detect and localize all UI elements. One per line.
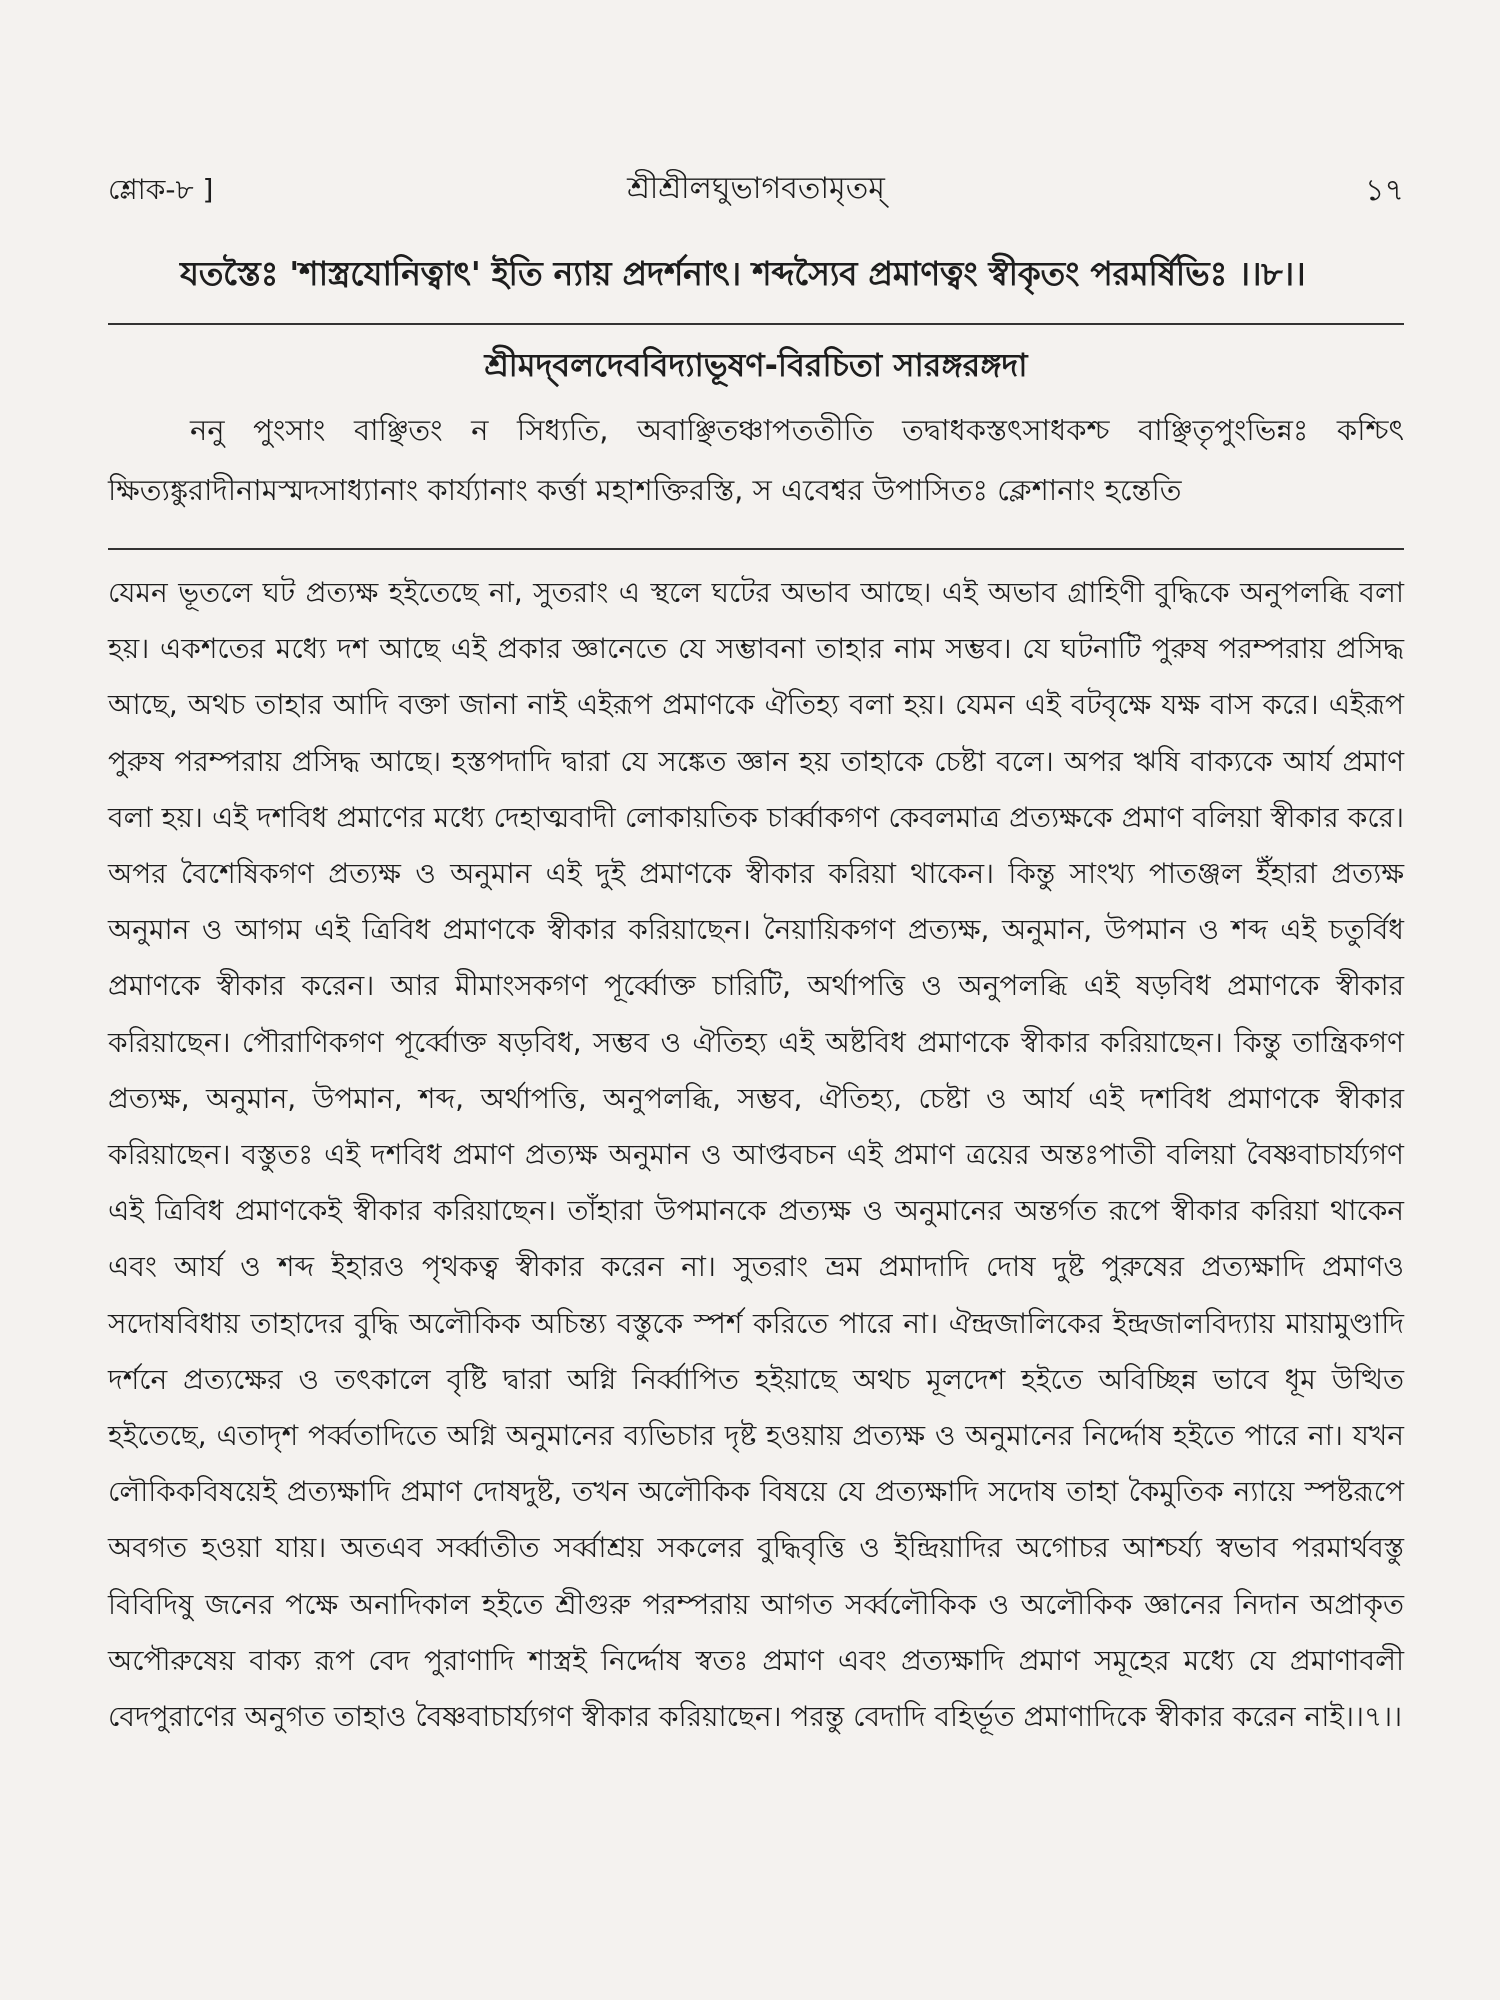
running-header [108, 158, 1404, 214]
book-title: শ্রীশ্রীলঘুভাগবতামৃতম্ [627, 171, 885, 206]
verse-reference: শ্লোক-৮ ] [108, 173, 214, 206]
main-paragraph: যেমন ভূতলে ঘট প্রত্যক্ষ হইতেছে না, সুতরাং এ স্থলে ঘটের অভাব আছে। এই অভাব গ্রাহিণী বুদ্ধিকে অনুপলব্ধি বলা হয়। একশতের মধ্যে দশ আছে এই প্রকার জ্ঞানেতে যে সম্ভাবনা তাহার নাম সম্ভব। যে ঘটনাটি পুরুষ পরম্পরায় প্রসিদ্ধ আছে, অথচ তাহার আদি বক্তা জানা নাই এইরূপ প্রমাণকে ঐতিহ্য বলা হয়। যেমন এই বটবৃক্ষে যক্ষ বাস করে। এইরূপ পুরুষ পরম্পরায় প্রসিদ্ধ আছে। হস্তপদাদি দ্বারা যে সঙ্কেত জ্ঞান হয় তাহাকে চেষ্টা বলে। অপর ঋষি বাক্যকে আর্য প্রমাণ বলা হয়। এই দশবিধ প্রমাণের মধ্যে দেহাত্মবাদী লোকায়তিক চার্ব্বাকগণ কেবলমাত্র প্রত্যক্ষকে প্রমাণ বলিয়া স্বীকার করে। অপর বৈশেষিকগণ প্রত্যক্ষ ও অনুমান এই দুই প্রমাণকে স্বীকার করিয়া থাকেন। কিন্তু সাংখ্য পাতঞ্জল ইঁহারা প্রত্যক্ষ অনুমান ও আগম এই ত্রিবিধ প্রমাণকে স্বীকার করিয়াছেন। নৈয়ায়িকগণ প্রত্যক্ষ, অনুমান, উপমান ও শব্দ এই চতুর্বিধ প্রমাণকে স্বীকার করেন। আর মীমাংসকগণ পূর্ব্বোক্ত চারিটি, অর্থাপত্তি ও অনুপলব্ধি এই ষড়বিধ প্রমাণকে স্বীকার করিয়াছেন। পৌরাণিকগণ পূর্ব্বোক্ত ষড়বিধ, সম্ভব ও ঐতিহ্য এই অষ্টবিধ প্রমাণকে স্বীকার করিয়াছেন। কিন্তু তান্ত্রিকগণ প্রত্যক্ষ, অনুমান, উপমান, শব্দ, অর্থাপত্তি, অনুপলব্ধি, সম্ভব, ঐতিহ্য, চেষ্টা ও আর্য এই দশবিধ প্রমাণকে স্বীকার করিয়াছেন। বস্তুতঃ এই দশবিধ প্রমাণ প্রত্যক্ষ অনুমান ও আপ্তবচন এই প্রমাণ ত্রয়ের অন্তঃপাতী বলিয়া বৈষ্ণবাচার্য্যগণ এই ত্রিবিধ প্রমাণকেই স্বীকার করিয়াছেন। তাঁহারা উপমানকে প্রত্যক্ষ ও অনুমানের অন্তর্গত রূপে স্বীকার করিয়া থাকেন এবং আর্য ও শব্দ ইহারও পৃথকত্ব স্বীকার করেন না। সুতরাং ভ্রম প্রমাদাদি দোষ দুষ্ট পুরুষের প্রত্যক্ষাদি প্রমাণও সদোষবিধায় তাহাদের বুদ্ধি অলৌকিক অচিন্ত্য বস্তুকে স্পর্শ করিতে পারে না। ঐন্দ্রজালিকের ইন্দ্রজালবিদ্যায় মায়ামুণ্ডাদি দর্শনে প্রত্যক্ষের ও তৎকালে বৃষ্টি দ্বারা অগ্নি নির্ব্বাপিত হইয়াছে অথচ মূলদেশ হইতে অবিচ্ছিন্ন ভাবে ধূম উত্থিত হইতেছে, এতাদৃশ পর্ব্বতাদিতে অগ্নি অনুমানের ব্যভিচার দৃষ্ট হওয়ায় প্রত্যক্ষ ও অনুমানের নির্দ্দোষ হইতে পারে না। যখন লৌকিকবিষয়েই প্রত্যক্ষাদি প্রমাণ দোষদুষ্ট, তখন অলৌকিক বিষয়ে যে প্রত্যক্ষাদি সদোষ তাহা কৈমুতিক ন্যায়ে স্পষ্টরূপে অবগত হওয়া যায়। অতএব সর্ব্বাতীত সর্ব্বাশ্রয় সকলের বুদ্ধিবৃত্তি ও ইন্দ্রিয়াদির অগোচর আশ্চর্য্য স্বভাব পরমার্থবস্তু বিবিদিষু জনের পক্ষে অনাদিকাল হইতে শ্রীগুরু পরম্পরায় আগত সর্ব্বলৌকিক ও অলৌকিক জ্ঞানের নিদান অপ্রাকৃত অপৌরুষেয় বাক্য রূপ বেদ পুরাণাদি শাস্ত্রই নির্দ্দোষ স্বতঃ প্রমাণ এবং প্রত্যক্ষাদি প্রমাণ সমূহের মধ্যে যে প্রমাণাবলী বেদপুরাণের অনুগত তাহাও বৈষ্ণবাচার্য্যগণ স্বীকার করিয়াছেন। পরন্তু বেদাদি বহির্ভূত প্রমাণাদিকে স্বীকার করেন নাই।।৭।। [108, 576, 1404, 1734]
commentary-title: শ্রীমদ্‌বলদেববিদ্যাভূষণ-বিরচিতা সারঙ্গরঙ্গদা [484, 346, 1028, 384]
divider-bottom [108, 548, 1404, 550]
divider-top [108, 323, 1404, 325]
sanskrit-verse: যতস্তৈঃ 'শাস্ত্রযোনিত্বাৎ' ইতি ন্যায় প্রদর্শনাৎ। শব্দস্যৈব প্রমাণত্বং স্বীকৃতং পরমর্ষিভিঃ ।।৮।। [180, 254, 1306, 293]
commentary-text: ননু পুংসাং বাঞ্ছিতং ন সিধ্যতি, অবাঞ্ছিতঞ্চাপততীতি তদ্বাধকস্তৎসাধকশ্চ বাঞ্ছিতৃপুংভিন্নঃ কশ্চিৎ ক্ষিত্যঙ্কুরাদীনামস্মদসাধ্যানাং কার্য্যানাং কর্ত্তা মহাশক্তিরস্তি, স এবেশ্বর উপাসিতঃ ক্লেশানাং হন্তেতি [108, 413, 1404, 507]
page-number: ১৭ [1365, 173, 1404, 208]
